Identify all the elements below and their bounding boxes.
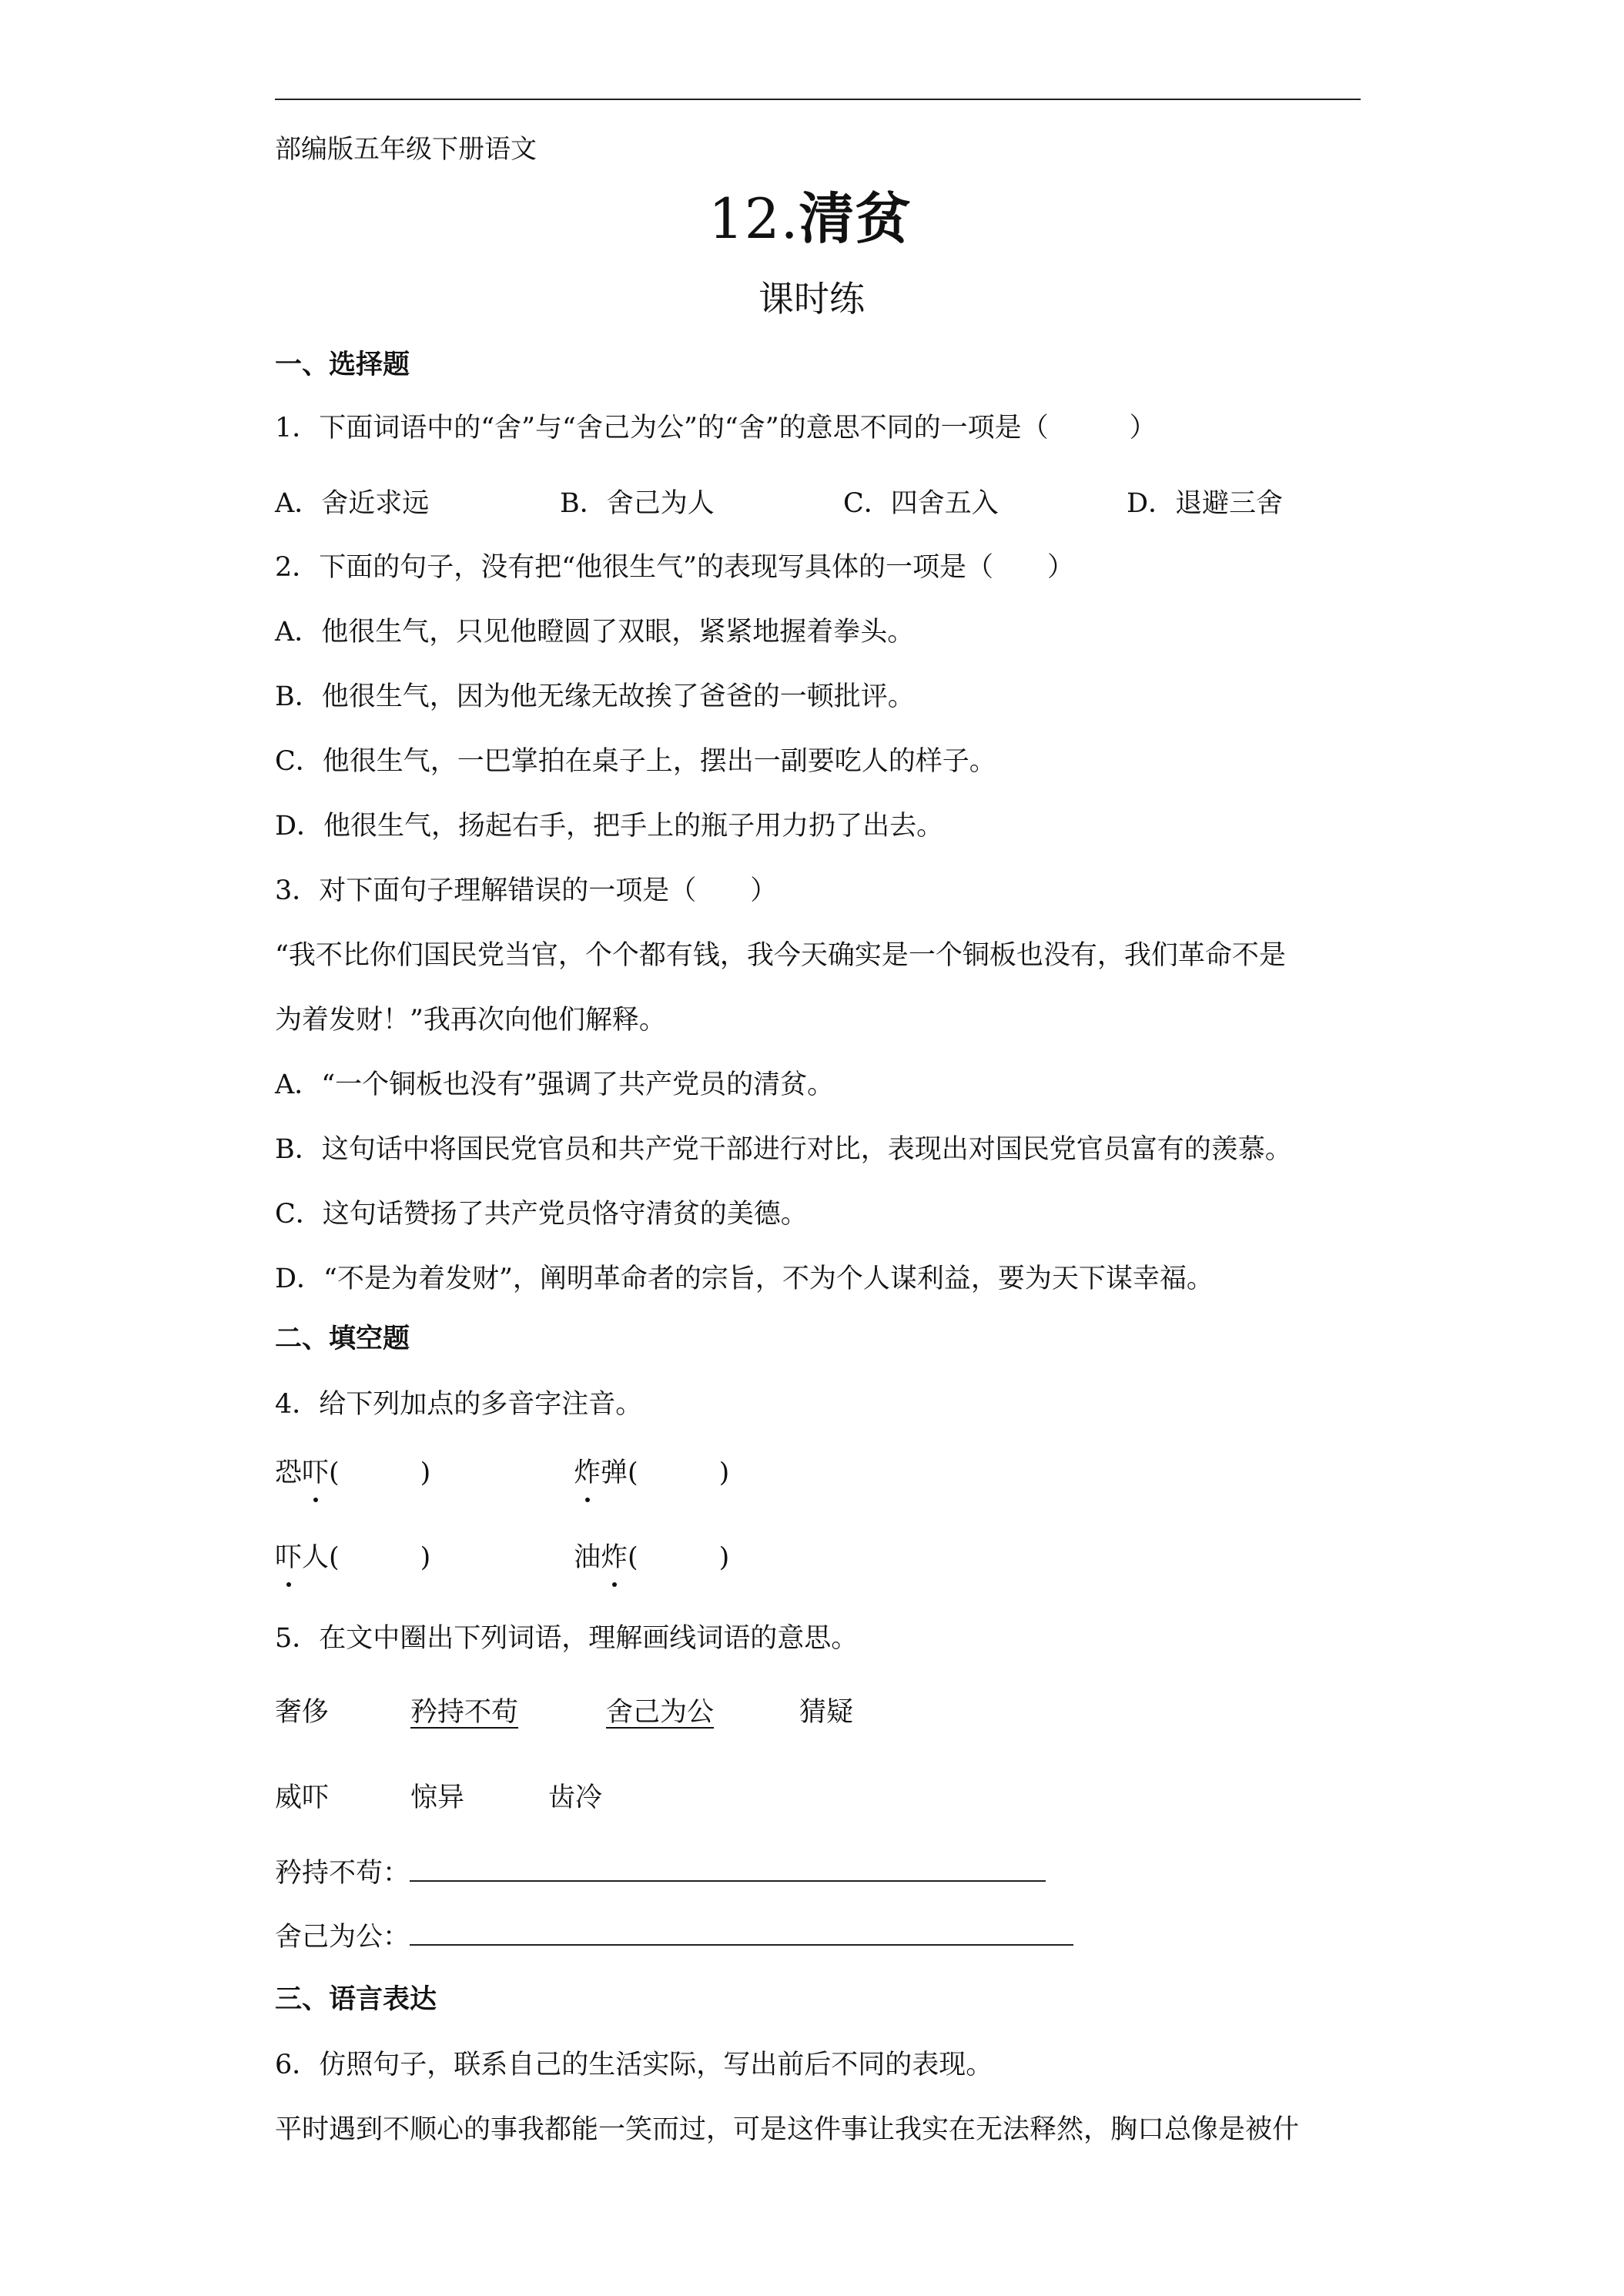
q2-stem: 2．下面的句子，没有把“他很生气”的表现写具体的一项是（ ） <box>275 552 1075 583</box>
section-heading-fill: 二、填空题 <box>275 1324 410 1354</box>
q5-word: 威吓 <box>275 1782 330 1813</box>
q5-word-underlined: 舍己为公 <box>606 1697 715 1728</box>
q3-option-c: C．这句话赞扬了共产党员恪守清贫的美德。 <box>275 1199 808 1230</box>
answer-paren: ( ) <box>628 1542 730 1573</box>
q5-fill-label: 舍己为公： <box>275 1922 410 1953</box>
answer-paren: ( ) <box>628 1458 730 1488</box>
q5-word: 惊异 <box>410 1782 465 1813</box>
answer-paren: ( ) <box>329 1458 431 1488</box>
q4-item-2: 炸弹( ) <box>574 1451 729 1490</box>
emphasis-dot-char: 吓 <box>302 1451 329 1490</box>
title-number: 12. <box>708 186 799 251</box>
q5-stem: 5．在文中圈出下列词语，理解画线词语的意思。 <box>275 1623 859 1654</box>
q5-word: 奢侈 <box>275 1697 330 1728</box>
q3-option-d: D．“不是为着发财”，阐明革命者的宗旨，不为个人谋利益，要为天下谋幸福。 <box>275 1263 1214 1294</box>
q5-fill-row-2 <box>275 1916 1073 1954</box>
header-rule <box>275 99 1361 100</box>
answer-blank-line[interactable] <box>410 1857 1046 1882</box>
q3-quote-line1: “我不比你们国民党当官，个个都有钱，我今天确实是一个铜板也没有，我们革命不是 <box>275 940 1286 971</box>
q2-option-b: B．他很生气，因为他无缘无故挨了爸爸的一顿批评。 <box>275 681 915 712</box>
q1-option-c: C．四舍五入 <box>843 488 999 519</box>
emphasis-dot-char: 炸 <box>574 1451 601 1490</box>
emphasis-dot-char: 吓 <box>275 1536 302 1575</box>
page-title <box>708 174 912 254</box>
q4-item-4: 油炸( ) <box>574 1536 729 1575</box>
q5-fill-label: 矜持不苟： <box>275 1858 410 1889</box>
q2-option-a: A．他很生气，只见他瞪圆了双眼，紧紧地握着拳头。 <box>275 617 915 648</box>
q3-stem: 3．对下面句子理解错误的一项是（ ） <box>275 875 778 906</box>
q5-fill-row-1 <box>275 1852 1046 1890</box>
page-subtitle: 课时练 <box>758 278 865 320</box>
q5-word: 齿冷 <box>548 1782 603 1813</box>
q5-word-underlined: 矜持不苟 <box>410 1697 519 1728</box>
q4-item-1: 恐吓( ) <box>275 1451 430 1490</box>
q1-stem: 1．下面词语中的“舍”与“舍己为公”的“舍”的意思不同的一项是（ ） <box>275 413 1157 443</box>
title-name: 清贫 <box>799 186 912 251</box>
q6-line1: 平时遇到不顺心的事我都能一笑而过，可是这件事让我实在无法释然，胸口总像是被什 <box>275 2114 1300 2145</box>
q1-option-a: A．舍近求远 <box>275 488 430 519</box>
q5-word: 猜疑 <box>799 1697 854 1728</box>
q2-option-c: C．他很生气，一巴掌拍在桌子上，摆出一副要吃人的样子。 <box>275 746 996 777</box>
section-heading-expression: 三、语言表达 <box>275 1984 437 2015</box>
answer-paren: ( ) <box>329 1542 431 1573</box>
q3-quote-line2: 为着发财！”我再次向他们解释。 <box>275 1005 666 1036</box>
q6-stem: 6．仿照句子，联系自己的生活实际，写出前后不同的表现。 <box>275 2050 993 2080</box>
q1-option-d: D．退避三舍 <box>1127 488 1284 519</box>
q3-option-b: B．这句话中将国民党官员和共产党干部进行对比，表现出对国民党官员富有的羡慕。 <box>275 1134 1292 1165</box>
q4-item-3: 吓人( ) <box>275 1536 430 1575</box>
emphasis-dot-char: 炸 <box>601 1536 628 1575</box>
q1-option-b: B．舍己为人 <box>560 488 715 519</box>
q3-option-a: A．“一个铜板也没有”强调了共产党员的清贫。 <box>275 1069 835 1100</box>
q4-stem: 4．给下列加点的多音字注音。 <box>275 1389 643 1420</box>
section-heading-choice: 一、选择题 <box>275 350 410 380</box>
header-series: 部编版五年级下册语文 <box>275 134 537 165</box>
q2-option-d: D．他很生气，扬起右手，把手上的瓶子用力扔了出去。 <box>275 811 944 842</box>
answer-blank-line[interactable] <box>410 1921 1073 1946</box>
